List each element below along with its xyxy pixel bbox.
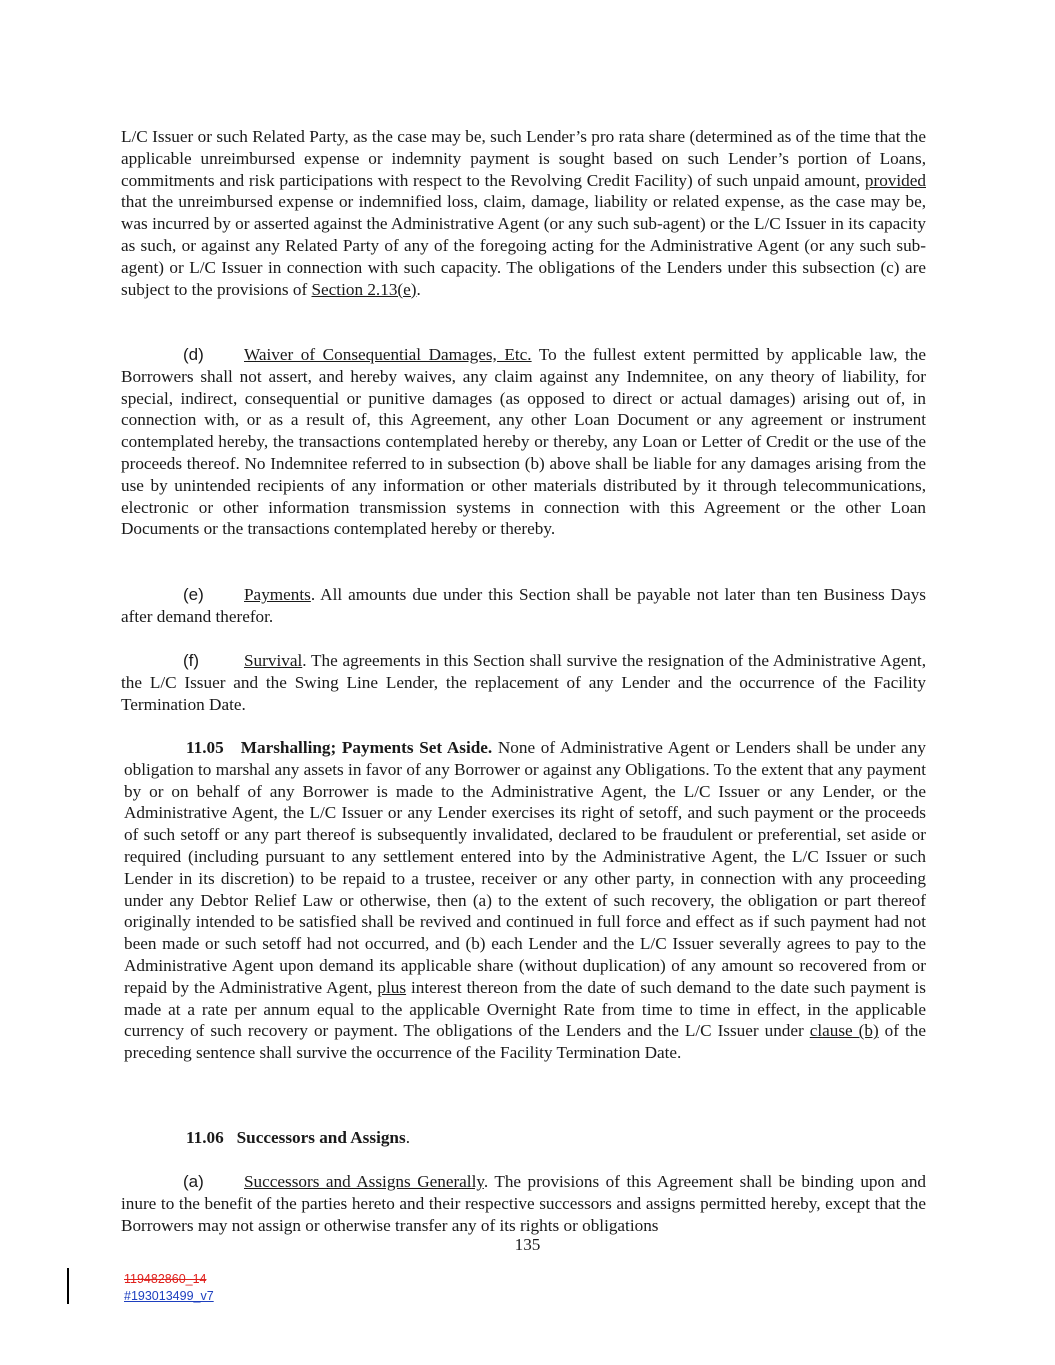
change-bar [67, 1268, 69, 1304]
section-number: 11.05 [186, 738, 224, 757]
text: . The agreements in this Section shall survive the resignation of the Administrative Agent, the L/C Issuer and the Swing Line Lender, the replacement of any Lender and the occurrence of the Facility Termination Date. [121, 651, 926, 714]
text: of the preceding sentence shall survive the occurrence of the Facility Termination Date. [124, 1021, 926, 1063]
provided-term: provided [864, 170, 926, 190]
paragraph-e-payments [121, 584, 926, 628]
clause-label: (a) [183, 1172, 204, 1191]
text: . [405, 1128, 410, 1147]
section-11-06-heading [186, 1127, 410, 1149]
paragraph-d-waiver [121, 344, 926, 540]
clause-label: (f) [183, 651, 200, 670]
clause-reference: clause (b) [809, 1021, 879, 1041]
clause-label: (d) [183, 345, 204, 364]
section-reference: Section 2.13(e) [311, 279, 417, 299]
section-number: 11.06 [186, 1128, 224, 1147]
paragraph-indemnity-continued [121, 126, 926, 300]
clause-label: (e) [183, 585, 204, 604]
text: . All amounts due under this Section shall be payable not later than ten Business Days after demand therefor. [121, 585, 926, 626]
doc-id-deleted: 119482860_14 [124, 1272, 207, 1286]
text: . [416, 279, 421, 299]
text: . The provisions of this Agreement shall be binding upon and inure to the benefit of the parties hereto and their respective successors and assigns permitted hereby, except that the Borrowers may not assign or otherwise transfer any of its rights or obligations [121, 1172, 927, 1235]
page-number: 135 [514, 1235, 541, 1254]
clause-title: Successors and Assigns Generally [244, 1172, 484, 1191]
clause-title: Survival [244, 651, 303, 670]
section-title: Marshalling; Payments Set Aside. [240, 738, 493, 757]
text: To the fullest extent permitted by applicable law, the Borrowers shall not assert, and hereby waives, any claim against any Indemnitee, on any theory of liability, for special, indirect, consequential or punitive damages (as opposed to direct or actual damages) arising out of, in connection with, or as a result of, this Agreement, any other Loan Document or any agreement or instrument contemplated hereby, the transactions contemplated hereby or thereby, any Loan or Letter of Credit or the use of the proceeds thereof. No Indemnitee referred to in subsection (b) above shall be liable for any damages arising from the use by unintended recipients of any information or other materials distributed by it through telecommunications, electronic or other information transmission systems in connection with this Agreement or the other Loan Documents or the transactions contemplated hereby or thereby. [121, 345, 927, 539]
paragraph-f-survival [121, 650, 926, 715]
section-title: Successors and Assigns [236, 1128, 406, 1147]
clause-title: Payments [244, 585, 311, 604]
text: interest thereon from the date of such demand to the date such payment is made at a rate per annum equal to the applicable Overnight Rate from time to time in effect, in the applicable currency of such recovery or payment. The obligations of the Lenders and the L/C Issuer under [124, 977, 926, 1041]
text: None of Administrative Agent or Lenders shall be under any obligation to marshal any assets in favor of any Borrower or against any Obligations. To the extent that any payment by or on behalf of any Borrower is made to the Administrative Agent, the L/C Issuer or any Lender, or the Administrative Agent, the L/C Issuer or any Lender exercises its right of setoff, and such payment or the proceeds of such setoff or any part thereof is subsequently invalidated, declared to be fraudulent or preferential, set aside or required (including pursuant to any settlement entered into by the Administrative Agent, the L/C Issuer or such Lender in its discretion) to be repaid to a trustee, receiver or any other party, in connection with any proceeding under any Debtor Relief Law or otherwise, then (a) to the extent of such recovery, the obligation or part thereof originally intended to be satisfied shall be revived and continued in full force and effect as if such payment had not been made or such setoff had not occurred, and (b) each Lender and the L/C Issuer severally agrees to pay to the Administrative Agent upon demand its applicable share (without duplication) of any amount so recovered from or repaid by the Administrative Agent, [124, 738, 926, 997]
plus-term: plus [377, 977, 407, 997]
paragraph-a-successors [121, 1171, 926, 1236]
clause-title: Waiver of Consequential Damages, Etc. [244, 345, 532, 364]
text: L/C Issuer or such Related Party, as the case may be, such Lender’s pro rata share (determined as of the time that the applicable unreimbursed expense or indemnity payment is sought based on such Lender’s portion of Loans, commitments and risk participations with respect to the Revolving Credit Facility) of such unpaid amount, [121, 127, 926, 190]
text: that the unreimbursed expense or indemnified loss, claim, damage, liability or related expense, as the case may be, was incurred by or asserted against the Administrative Agent (or any such sub-agent) or the L/C Issuer in its capacity as such, or against any Related Party of any of the foregoing acting for the Administrative Agent (or any such sub-agent) or L/C Issuer in connection with such capacity. The obligations of the Lenders under this subsection (c) are subject to the provisions of [121, 192, 926, 299]
doc-id-inserted: #193013499_v7 [124, 1289, 214, 1303]
section-11-05 [124, 737, 926, 1064]
